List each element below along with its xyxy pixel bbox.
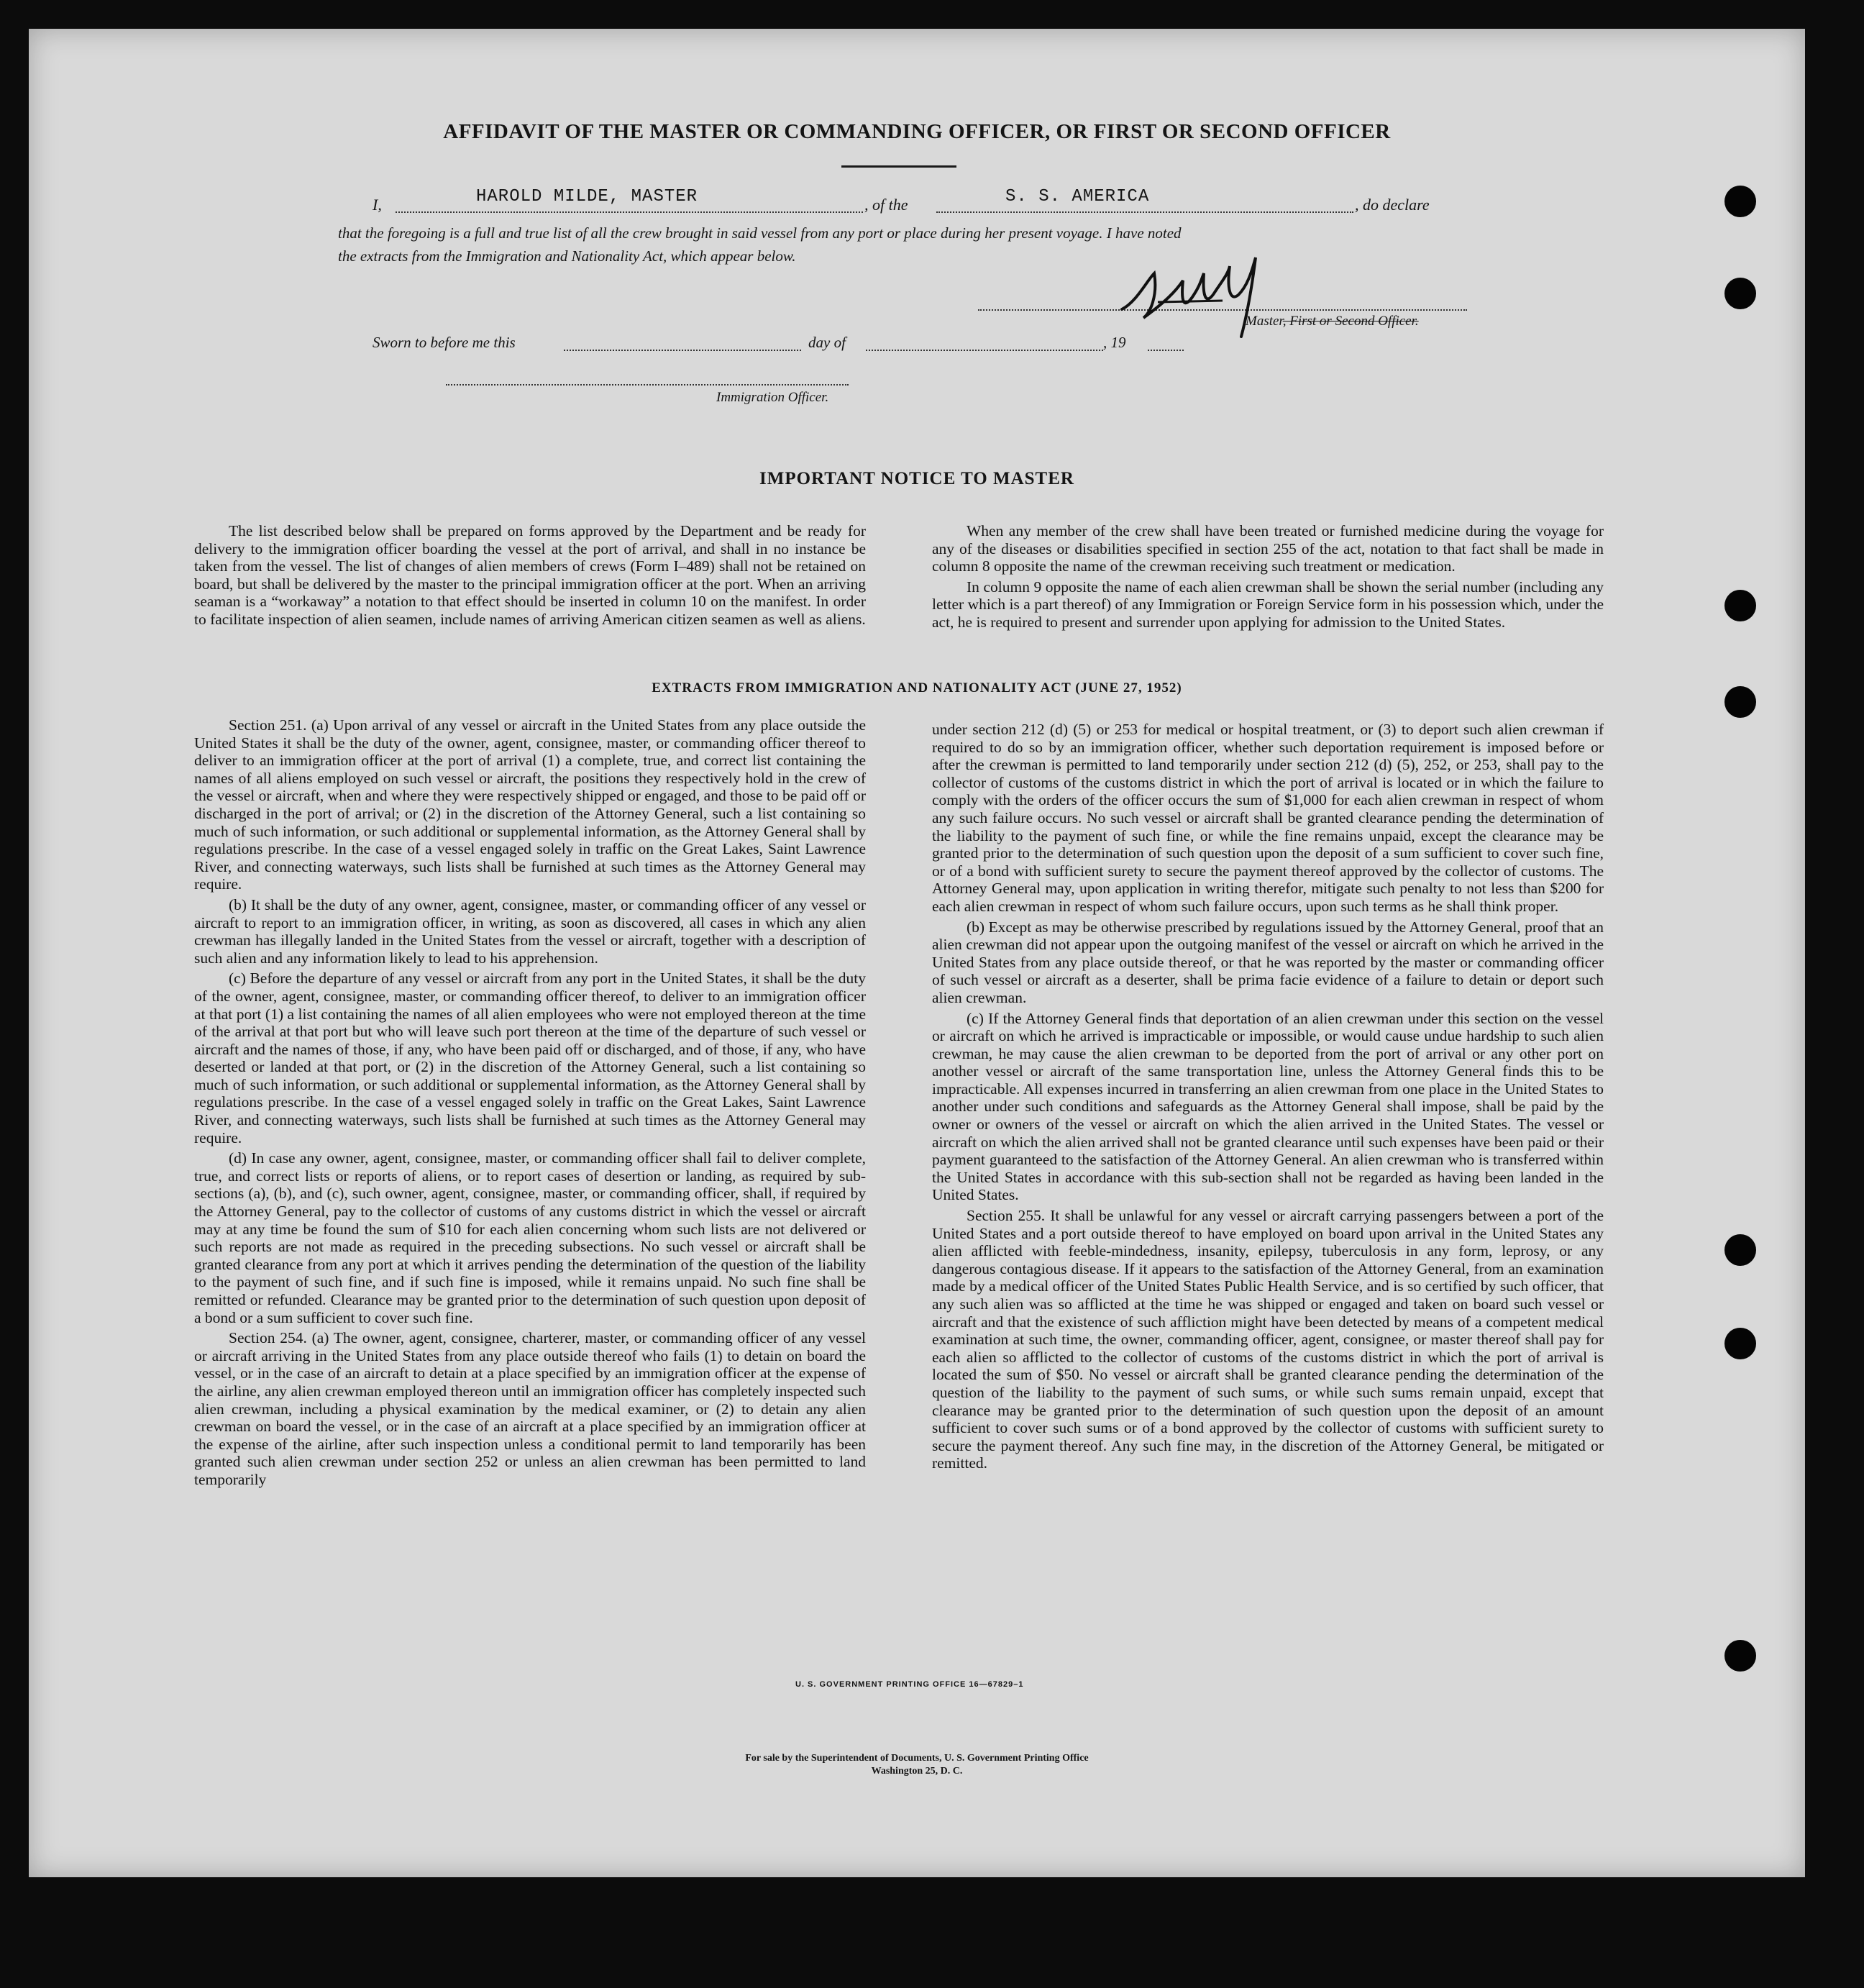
name-underline bbox=[396, 211, 863, 213]
do-declare-label: , do declare bbox=[1355, 196, 1430, 214]
of-the-label: , of the bbox=[864, 196, 908, 214]
declaration-line-1: that the foregoing is a full and true list of all the crew brought in said vessel from any port or place during her present voyage. I have noted bbox=[338, 224, 1182, 242]
extract-section-255: Section 255. It shall be unlawful for any vessel or aircraft carrying passengers between a port of the United States and a port outside thereof to have employed on board upon arrival in the United States any alien afflicted with feeble-mindedness, insanity, epilepsy, tuberculosis in any form, leprosy, or any dangerous contagious disease. If it appears to the satisfaction of the Attorney General, from an examination made by a medical officer of the United States Public Health Service, and is so certified by such officer, that any such alien was so afflicted at the time he was shipped or engaged and taken on board such vessel or aircraft and that the existence of such affliction might have been detected by means of a competent medical examination at such time, the owner, commanding officer, agent, consignee, or master thereof shall pay for each alien so afflicted to the collector of customs of the customs district in which the port of arrival is located the sum of $50. No vessel or aircraft shall be granted clearance pending the determination of the question of the liability to the payment of such sums, or while such sums remain unpaid, except that clearance may be granted prior to the determination of such question upon the deposit of an amount sufficient to cover such sums or of a bond approved by the collector of customs with sufficient surety to secure the payment thereof. Any such fine may, in the discretion of the Attorney General, be mitigated or remitted. bbox=[932, 1207, 1604, 1472]
punch-hole bbox=[1724, 1234, 1756, 1266]
vessel-name-field[interactable]: S. S. AMERICA bbox=[1005, 187, 1150, 206]
notice-right-column bbox=[932, 522, 1604, 634]
sale-notice-line-2: Washington 25, D. C. bbox=[871, 1766, 963, 1777]
day-of-label: day of bbox=[808, 334, 846, 351]
title-rule bbox=[841, 165, 956, 168]
sworn-day-underline bbox=[564, 350, 801, 351]
officer-caption-master: Master bbox=[1246, 314, 1283, 329]
extract-section-254a-cont: under section 212 (d) (5) or 253 for medical or hospital treatment, or (3) to deport such alien crewman if required to do so by an immigration officer, whether such deportation requirement is imposed before or after the crewman is permitted to land temporarily under section 212 (d) (5), 252, or 253, shall pay to the collector of customs of the customs district in which the port of arrival is located or in which the failure to comply with the orders of the officer occurs the sum of $1,000 for each alien crewman in respect of whom any such failure occurs. No such vessel or aircraft shall be granted clearance pending the determination of the liability to the payment of such fine, or while the fine remains unpaid, except the clearance may be granted prior to the determination of such question upon the deposit of a sum sufficient to cover such fine, or of a bond with sufficient surety to secure the payment thereof approved by the collector of customs. The Attorney General may, upon application in writing therefor, mitigate such penalty to not less than $200 for each alien crewman in respect of whom such failure occurs, upon such terms as he shall think proper. bbox=[932, 721, 1604, 915]
extract-section-251c: (c) Before the departure of any vessel or aircraft from any port in the United States, it shall be the duty of the owner, agent, consignee, master, or commanding officer thereof, to deliver to an immigration officer at that port (1) a list containing the names of all alien employees who were not employed thereon at the time of the arrival at that port but who will leave such port thereon at the time of the departure of such vessel or aircraft and the names of those, if any, who have been paid off or discharged, and of those, if any, who have deserted or landed at that port, or (2) in the discretion of the Attorney General, such a list containing so much of such information, or such additional or supplemental information, as the Attorney General shall by regulations prescribe. In the case of a vessel engaged solely in traffic on the Great Lakes, Saint Lawrence River, and connecting waterways, such lists shall be furnished at such times as the Attorney General may require. bbox=[194, 970, 866, 1146]
officer-caption-struck: , First or Second Officer. bbox=[1282, 314, 1419, 329]
master-name-field[interactable]: HAROLD MILDE, MASTER bbox=[476, 187, 698, 206]
extract-section-254a: Section 254. (a) The owner, agent, consignee, charterer, master, or commanding officer of any vessel or aircraft arriving in the United States from any place outside thereof who fails (1) to detain on board the vessel, or in the case of an aircraft to detain at a place specified by an immigration officer at the expense of the airline, any alien crewman employed thereon until an immigration officer has completely inspected such alien crewman, including a physical examination by the medical examiner, or (2) to detain any alien crewman on board the vessel, or in the case of an aircraft at a place specified by an immigration officer at the expense of the airline, after such inspection unless a conditional permit to land temporarily has been granted such alien crewman under section 252 or unless an alien crewman has been permitted to land temporarily bbox=[194, 1329, 866, 1488]
extract-section-251d: (d) In case any owner, agent, consignee, master, or commanding officer shall fail to deliver complete, true, and correct lists or reports of aliens, or to report cases of desertion or landing, as required by sub-sections (a), (b), and (c), such owner, agent, consignee, master, or commanding officer, shall, if required by the Attorney General, pay to the collector of customs of any customs district in which the vessel or aircraft may at any time be found the sum of $10 for each alien concerning whom such lists are not delivered or such reports are not made as required in the preceding subsections. No such vessel or aircraft shall be granted clearance from any port at which it arrives pending the determination of the question of the liability to the payment of such fine, and if such fine is imposed, while it remains unpaid. No such fine shall be remitted or refunded. Clearance may be granted prior to the determination of such question upon deposit of a bond or a sum sufficient to cover such fine. bbox=[194, 1149, 866, 1326]
notice-right-paragraph-1: When any member of the crew shall have been treated or furnished medicine during the voyage for any of the diseases or disabilities specified in section 255 of the act, notation to that fact shall be made in column 8 opposite the name of the crewman receiving such treatment or medication. bbox=[932, 522, 1604, 575]
punch-hole bbox=[1724, 186, 1756, 217]
notice-right-paragraph-2: In column 9 opposite the name of each alien crewman shall be shown the serial number (including any letter which is a part thereof) of any Immigration or Foreign Service form in his possession which, under the act, he is required to present and surrender upon applying for admission to the United States. bbox=[932, 578, 1604, 631]
extract-section-251b: (b) It shall be the duty of any owner, agent, consignee, master, or commanding officer of any vessel or aircraft to report to an immigration officer, in writing, as soon as discovered, all cases in which any alien crewman has illegally landed in the United States from the vessel or aircraft, together with a description of such alien and any information likely to lead to his apprehension. bbox=[194, 895, 866, 967]
year-label: , 19 bbox=[1103, 334, 1126, 351]
immigration-officer-line bbox=[446, 384, 849, 386]
sale-notice-line-1: For sale by the Superintendent of Documents, U. S. Government Printing Office bbox=[745, 1753, 1089, 1764]
notice-title: IMPORTANT NOTICE TO MASTER bbox=[759, 469, 1074, 488]
declaration-line-2: the extracts from the Immigration and Nationality Act, which appear below. bbox=[338, 247, 796, 265]
sworn-year-underline bbox=[1148, 350, 1184, 351]
immigration-officer-caption: Immigration Officer. bbox=[716, 390, 829, 405]
extracts-right-column bbox=[932, 721, 1604, 1475]
gpo-imprint: U. S. GOVERNMENT PRINTING OFFICE 16—67829–1 bbox=[795, 1680, 1024, 1689]
notice-left-paragraph: The list described below shall be prepared on forms approved by the Department and be ready for delivery to the immigration officer boarding the vessel at the port of arrival, and shall in no instance be taken from the vessel. The list of changes of alien members of crews (Form I–489) shall not be retained on board, but shall be delivered by the master to the principal immigration officer at the port. When an arriving seaman is a “workaway” a notation to that effect should be inserted in column 10 on the manifest. In order to facilitate inspection of alien seamen, include names of arriving American citizen seamen as well as aliens. bbox=[194, 522, 866, 628]
affidavit-title: AFFIDAVIT OF THE MASTER OR COMMANDING OFFICER, OR FIRST OR SECOND OFFICER bbox=[443, 120, 1391, 143]
document-page bbox=[29, 29, 1805, 1877]
punch-hole bbox=[1724, 278, 1756, 309]
punch-hole bbox=[1724, 1640, 1756, 1672]
extract-section-251a: Section 251. (a) Upon arrival of any vessel or aircraft in the United States from any place outside the United States it shall be the duty of the owner, agent, consignee, master, or commanding officer thereof to deliver to an immigration officer at the port of arrival (1) a complete, true, and correct list containing the names of all aliens employed on such vessel or aircraft, the positions they respectively hold in the crew of the vessel or aircraft, when and where they were respectively shipped or engaged, and those to be paid off or discharged in the port of arrival; or (2) in the discretion of the Attorney General, such a list containing so much of such information, or such additional or supplemental information, as the Attorney General shall by regulations prescribe. In the case of a vessel engaged solely in traffic on the Great Lakes, Saint Lawrence River, and connecting waterways, such lists shall be furnished at such times as the Attorney General may require. bbox=[194, 716, 866, 893]
sworn-label: Sworn to before me this bbox=[373, 334, 516, 351]
sworn-month-underline bbox=[866, 350, 1103, 351]
notice-left-column bbox=[194, 522, 866, 631]
punch-hole bbox=[1724, 1328, 1756, 1359]
extract-section-254b: (b) Except as may be otherwise prescribed by regulations issued by the Attorney General, proof that an alien crewman did not appear upon the outgoing manifest of the vessel or aircraft on which he arrived in the United States from any place outside thereof, or that he was reported by the master or commanding officer of such vessel or aircraft as a deserter, shall be prima facie evidence of a failure to detain or deport such alien crewman. bbox=[932, 918, 1604, 1006]
punch-hole bbox=[1724, 590, 1756, 621]
extracts-title: EXTRACTS FROM IMMIGRATION AND NATIONALITY ACT (JUNE 27, 1952) bbox=[652, 680, 1182, 696]
extracts-left-column bbox=[194, 716, 866, 1492]
sale-notice bbox=[29, 1752, 1805, 1778]
i-label: I, bbox=[373, 196, 382, 214]
vessel-underline bbox=[936, 211, 1353, 213]
officer-caption bbox=[1246, 314, 1419, 329]
extract-section-254c: (c) If the Attorney General finds that deportation of an alien crewman under this section on the vessel or aircraft on which he arrived is impracticable or impossible, or would cause undue hardship to such alien crewman, he may cause the alien crewman to be deported from the port of arrival or any other port on another vessel or aircraft of the same transportation line, unless the Attorney General finds this to be impracticable. All expenses incurred in transferring an alien crewman from one place in the United States to another under such conditions and safeguards as the Attorney General shall impose, shall be paid by the owner or owners of the vessel or aircraft on which the alien arrived in the United States. The vessel or aircraft on which the alien arrived shall not be granted clearance until such expenses have been paid or their payment guaranteed to the satisfaction of the Attorney General. An alien crewman who is transferred within the United States in accordance with this sub-section shall not be regarded as having been landed in the United States. bbox=[932, 1009, 1604, 1204]
